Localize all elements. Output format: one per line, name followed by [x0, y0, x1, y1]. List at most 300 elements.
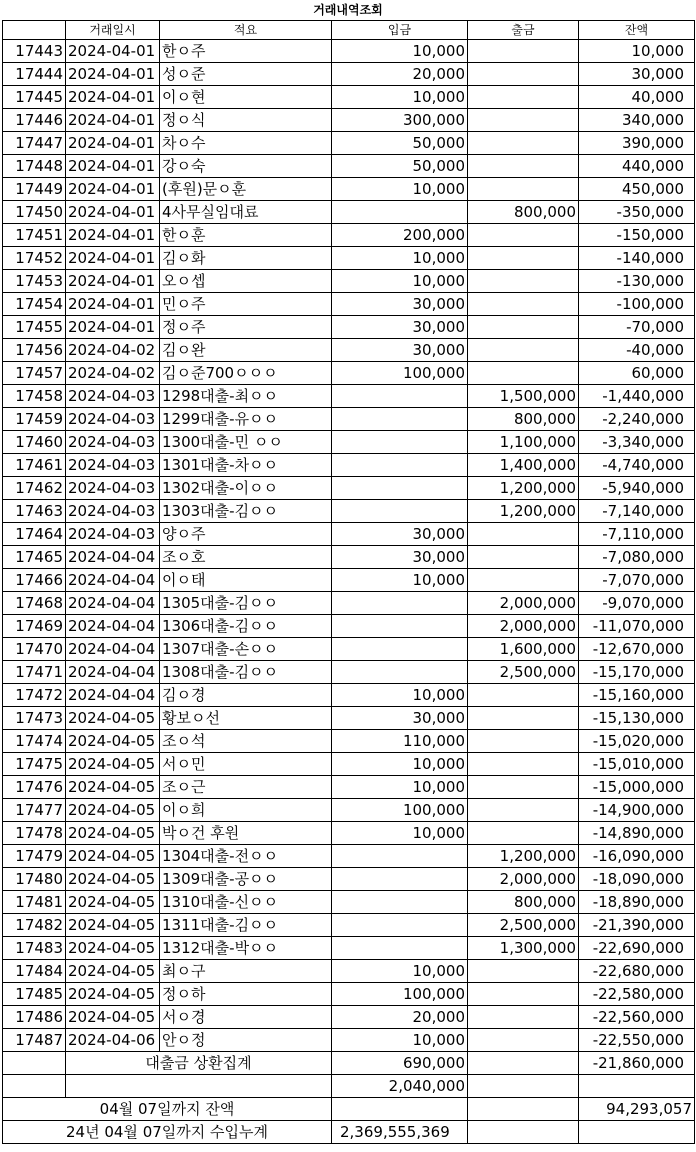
row-date: 2024-04-02 [66, 339, 160, 362]
row-date: 2024-04-06 [66, 1029, 160, 1052]
row-date: 2024-04-05 [66, 1006, 160, 1029]
subtotal-withdraw-cell [468, 1075, 579, 1098]
row-number: 17454 [3, 293, 66, 316]
row-withdrawal [468, 247, 579, 270]
row-balance: -14,890,000 [579, 822, 695, 845]
row-number: 17465 [3, 546, 66, 569]
row-deposit: 10,000 [332, 86, 468, 109]
row-date: 2024-04-01 [66, 293, 160, 316]
row-withdrawal [468, 730, 579, 753]
subtotal-deposit: 2,040,000 [332, 1075, 468, 1098]
row-withdrawal [468, 86, 579, 109]
row-balance: -1,440,000 [579, 385, 695, 408]
row-withdrawal [468, 523, 579, 546]
row-balance: -5,940,000 [579, 477, 695, 500]
row-description: 1307대출-손ㅇㅇ [160, 638, 332, 661]
table-row [3, 891, 695, 914]
row-description: 1305대출-김ㅇㅇ [160, 592, 332, 615]
row-deposit: 10,000 [332, 247, 468, 270]
row-number: 17487 [3, 1029, 66, 1052]
row-date: 2024-04-05 [66, 799, 160, 822]
table-row [3, 316, 695, 339]
row-date: 2024-04-01 [66, 40, 160, 63]
table-row [3, 546, 695, 569]
row-date: 2024-04-04 [66, 638, 160, 661]
row-balance: 390,000 [579, 132, 695, 155]
row-withdrawal [468, 132, 579, 155]
table-row [3, 1006, 695, 1029]
row-deposit [332, 385, 468, 408]
row-balance: -15,020,000 [579, 730, 695, 753]
row-balance: -22,680,000 [579, 960, 695, 983]
row-description: 서ㅇ경 [160, 1006, 332, 1029]
row-withdrawal [468, 1029, 579, 1052]
row-number: 17462 [3, 477, 66, 500]
table-row [3, 201, 695, 224]
row-number: 17452 [3, 247, 66, 270]
cumulative-income-value: 2,369,555,369 [332, 1121, 468, 1144]
table-row [3, 339, 695, 362]
row-date: 2024-04-04 [66, 684, 160, 707]
row-description: 1310대출-신ㅇㅇ [160, 891, 332, 914]
row-description: 정ㅇ식 [160, 109, 332, 132]
table-row [3, 753, 695, 776]
row-number: 17477 [3, 799, 66, 822]
row-number: 17444 [3, 63, 66, 86]
row-balance: 450,000 [579, 178, 695, 201]
header-row [3, 21, 695, 40]
table-row [3, 638, 695, 661]
table-row [3, 40, 695, 63]
balance-to-date-deposit-cell [332, 1098, 468, 1121]
row-withdrawal [468, 178, 579, 201]
row-description: 4사무실임대료 [160, 201, 332, 224]
subtotal-balance-cell [579, 1075, 695, 1098]
summary-section [3, 1052, 695, 1144]
row-description: 강ㅇ숙 [160, 155, 332, 178]
row-number: 17451 [3, 224, 66, 247]
row-balance: -15,000,000 [579, 776, 695, 799]
row-date: 2024-04-04 [66, 592, 160, 615]
row-date: 2024-04-01 [66, 155, 160, 178]
row-number: 17450 [3, 201, 66, 224]
table-row [3, 63, 695, 86]
row-description: 박ㅇ건 후원 [160, 822, 332, 845]
row-date: 2024-04-04 [66, 569, 160, 592]
row-date: 2024-04-05 [66, 868, 160, 891]
row-balance: -7,070,000 [579, 569, 695, 592]
transaction-table [2, 20, 695, 1144]
table-row [3, 615, 695, 638]
table-row [3, 914, 695, 937]
row-description: (후원)문ㅇ훈 [160, 178, 332, 201]
repayment-summary-row [3, 1052, 695, 1075]
table-row [3, 523, 695, 546]
row-withdrawal [468, 822, 579, 845]
row-description: 1301대출-차ㅇㅇ [160, 454, 332, 477]
row-withdrawal [468, 339, 579, 362]
row-date: 2024-04-04 [66, 661, 160, 684]
row-number: 17484 [3, 960, 66, 983]
row-balance: -7,080,000 [579, 546, 695, 569]
header-description: 적요 [160, 21, 332, 40]
table-row [3, 592, 695, 615]
row-withdrawal: 800,000 [468, 891, 579, 914]
row-description: 1311대출-김ㅇㅇ [160, 914, 332, 937]
row-deposit [332, 661, 468, 684]
row-balance: -15,130,000 [579, 707, 695, 730]
row-description: 1306대출-김ㅇㅇ [160, 615, 332, 638]
row-balance: -9,070,000 [579, 592, 695, 615]
row-date: 2024-04-05 [66, 753, 160, 776]
row-number: 17457 [3, 362, 66, 385]
row-date: 2024-04-05 [66, 891, 160, 914]
row-description: 1302대출-이ㅇㅇ [160, 477, 332, 500]
row-date: 2024-04-01 [66, 270, 160, 293]
row-date: 2024-04-01 [66, 178, 160, 201]
row-withdrawal [468, 684, 579, 707]
row-number: 17447 [3, 132, 66, 155]
cumulative-income-row [3, 1121, 695, 1144]
row-date: 2024-04-02 [66, 362, 160, 385]
row-deposit: 10,000 [332, 40, 468, 63]
table-row [3, 799, 695, 822]
row-number: 17471 [3, 661, 66, 684]
row-withdrawal [468, 224, 579, 247]
row-number: 17479 [3, 845, 66, 868]
row-description: 김ㅇ경 [160, 684, 332, 707]
row-description: 정ㅇ주 [160, 316, 332, 339]
row-deposit [332, 592, 468, 615]
row-date: 2024-04-05 [66, 914, 160, 937]
row-number: 17448 [3, 155, 66, 178]
row-date: 2024-04-01 [66, 247, 160, 270]
subtotal-row [3, 1075, 695, 1098]
row-number: 17472 [3, 684, 66, 707]
row-number: 17470 [3, 638, 66, 661]
row-date: 2024-04-01 [66, 316, 160, 339]
row-deposit: 30,000 [332, 316, 468, 339]
row-balance: 60,000 [579, 362, 695, 385]
row-deposit: 10,000 [332, 776, 468, 799]
repayment-withdraw-cell [468, 1052, 579, 1075]
table-row [3, 247, 695, 270]
row-balance: -350,000 [579, 201, 695, 224]
row-date: 2024-04-03 [66, 385, 160, 408]
row-deposit [332, 615, 468, 638]
row-withdrawal: 800,000 [468, 201, 579, 224]
row-description: 정ㅇ하 [160, 983, 332, 1006]
sheet-title: 거래내역조회 [313, 3, 383, 17]
transaction-rows [3, 40, 695, 1052]
row-withdrawal: 2,500,000 [468, 661, 579, 684]
row-number: 17481 [3, 891, 66, 914]
row-withdrawal: 2,000,000 [468, 592, 579, 615]
row-description: 김ㅇ준700ㅇㅇㅇ [160, 362, 332, 385]
row-withdrawal [468, 983, 579, 1006]
row-date: 2024-04-05 [66, 960, 160, 983]
row-date: 2024-04-05 [66, 776, 160, 799]
cumulative-income-withdraw-cell [468, 1121, 579, 1144]
row-description: 1298대출-최ㅇㅇ [160, 385, 332, 408]
table-row [3, 86, 695, 109]
table-row [3, 132, 695, 155]
row-withdrawal [468, 960, 579, 983]
table-row [3, 293, 695, 316]
row-balance: -12,670,000 [579, 638, 695, 661]
row-balance: -21,390,000 [579, 914, 695, 937]
row-balance: -7,140,000 [579, 500, 695, 523]
row-balance: -15,010,000 [579, 753, 695, 776]
row-withdrawal: 2,000,000 [468, 615, 579, 638]
row-number: 17460 [3, 431, 66, 454]
row-number: 17449 [3, 178, 66, 201]
row-balance: -100,000 [579, 293, 695, 316]
table-row [3, 109, 695, 132]
row-balance: 40,000 [579, 86, 695, 109]
row-number: 17482 [3, 914, 66, 937]
row-date: 2024-04-03 [66, 523, 160, 546]
row-withdrawal: 1,400,000 [468, 454, 579, 477]
table-row [3, 960, 695, 983]
table-row [3, 362, 695, 385]
table-row [3, 822, 695, 845]
table-row [3, 661, 695, 684]
table-row [3, 178, 695, 201]
subtotal-label-cell [66, 1075, 332, 1098]
row-description: 한ㅇ주 [160, 40, 332, 63]
row-withdrawal: 1,200,000 [468, 845, 579, 868]
row-number: 17476 [3, 776, 66, 799]
row-balance: -11,070,000 [579, 615, 695, 638]
row-withdrawal [468, 707, 579, 730]
row-number: 17485 [3, 983, 66, 1006]
table-row [3, 477, 695, 500]
row-withdrawal [468, 40, 579, 63]
row-date: 2024-04-01 [66, 201, 160, 224]
row-description: 성ㅇ준 [160, 63, 332, 86]
row-balance: -18,090,000 [579, 868, 695, 891]
row-withdrawal [468, 799, 579, 822]
row-withdrawal [468, 569, 579, 592]
row-description: 1312대출-박ㅇㅇ [160, 937, 332, 960]
row-deposit: 50,000 [332, 155, 468, 178]
row-balance: -3,340,000 [579, 431, 695, 454]
row-deposit [332, 500, 468, 523]
row-number: 17463 [3, 500, 66, 523]
table-row [3, 500, 695, 523]
row-balance: -130,000 [579, 270, 695, 293]
table-row [3, 776, 695, 799]
row-balance: 30,000 [579, 63, 695, 86]
row-description: 조ㅇ석 [160, 730, 332, 753]
row-number: 17464 [3, 523, 66, 546]
table-row [3, 270, 695, 293]
header-deposit: 입금 [332, 21, 468, 40]
row-date: 2024-04-05 [66, 707, 160, 730]
table-row [3, 155, 695, 178]
row-date: 2024-04-05 [66, 730, 160, 753]
row-deposit: 30,000 [332, 339, 468, 362]
row-description: 1308대출-김ㅇㅇ [160, 661, 332, 684]
row-deposit: 20,000 [332, 1006, 468, 1029]
row-date: 2024-04-03 [66, 454, 160, 477]
row-date: 2024-04-03 [66, 431, 160, 454]
row-description: 이ㅇ현 [160, 86, 332, 109]
row-number: 17446 [3, 109, 66, 132]
row-date: 2024-04-03 [66, 408, 160, 431]
row-deposit: 300,000 [332, 109, 468, 132]
row-deposit: 30,000 [332, 546, 468, 569]
row-description: 오ㅇ셉 [160, 270, 332, 293]
table-row [3, 937, 695, 960]
row-date: 2024-04-01 [66, 224, 160, 247]
row-number: 17483 [3, 937, 66, 960]
row-description: 1304대출-전ㅇㅇ [160, 845, 332, 868]
row-deposit: 10,000 [332, 960, 468, 983]
row-deposit: 50,000 [332, 132, 468, 155]
row-description: 1299대출-유ㅇㅇ [160, 408, 332, 431]
row-deposit [332, 638, 468, 661]
table-row [3, 983, 695, 1006]
row-description: 양ㅇ주 [160, 523, 332, 546]
repayment-label: 대출금 상환집계 [66, 1052, 332, 1075]
row-number: 17458 [3, 385, 66, 408]
row-deposit: 10,000 [332, 569, 468, 592]
row-balance: -15,160,000 [579, 684, 695, 707]
row-deposit: 10,000 [332, 684, 468, 707]
row-deposit [332, 937, 468, 960]
row-withdrawal: 800,000 [468, 408, 579, 431]
row-description: 1303대출-김ㅇㅇ [160, 500, 332, 523]
row-date: 2024-04-05 [66, 937, 160, 960]
transaction-sheet [2, 0, 694, 1144]
row-deposit [332, 845, 468, 868]
row-withdrawal [468, 270, 579, 293]
row-number: 17480 [3, 868, 66, 891]
row-withdrawal [468, 155, 579, 178]
row-description: 차ㅇ수 [160, 132, 332, 155]
row-balance: -22,690,000 [579, 937, 695, 960]
row-withdrawal: 2,500,000 [468, 914, 579, 937]
table-row [3, 684, 695, 707]
row-deposit: 100,000 [332, 983, 468, 1006]
header-date: 거래일시 [66, 21, 160, 40]
row-balance: -22,550,000 [579, 1029, 695, 1052]
row-deposit [332, 891, 468, 914]
row-deposit: 110,000 [332, 730, 468, 753]
table-row [3, 845, 695, 868]
row-number: 17478 [3, 822, 66, 845]
row-deposit: 30,000 [332, 523, 468, 546]
row-deposit [332, 454, 468, 477]
row-description: 서ㅇ민 [160, 753, 332, 776]
row-description: 김ㅇ화 [160, 247, 332, 270]
row-deposit: 30,000 [332, 707, 468, 730]
cumulative-income-label: 24년 04월 07일까지 수입누계 [3, 1121, 332, 1144]
row-date: 2024-04-04 [66, 546, 160, 569]
row-deposit: 10,000 [332, 178, 468, 201]
row-description: 1309대출-공ㅇㅇ [160, 868, 332, 891]
row-deposit: 100,000 [332, 362, 468, 385]
row-date: 2024-04-01 [66, 109, 160, 132]
cumulative-income-balance-cell [579, 1121, 695, 1144]
row-number: 17455 [3, 316, 66, 339]
row-description: 최ㅇ구 [160, 960, 332, 983]
table-row [3, 1029, 695, 1052]
row-number: 17469 [3, 615, 66, 638]
row-description: 민ㅇ주 [160, 293, 332, 316]
row-number: 17468 [3, 592, 66, 615]
row-balance: -14,900,000 [579, 799, 695, 822]
row-deposit: 30,000 [332, 293, 468, 316]
row-withdrawal: 1,500,000 [468, 385, 579, 408]
repayment-deposit: 690,000 [332, 1052, 468, 1075]
row-balance: -15,170,000 [579, 661, 695, 684]
row-number: 17443 [3, 40, 66, 63]
row-balance: -18,890,000 [579, 891, 695, 914]
row-deposit: 20,000 [332, 63, 468, 86]
row-date: 2024-04-05 [66, 822, 160, 845]
row-number: 17456 [3, 339, 66, 362]
row-balance: -7,110,000 [579, 523, 695, 546]
row-balance: 340,000 [579, 109, 695, 132]
table-row [3, 569, 695, 592]
table-row [3, 454, 695, 477]
row-withdrawal: 1,300,000 [468, 937, 579, 960]
row-description: 1300대출-민 ㅇㅇ [160, 431, 332, 454]
row-withdrawal [468, 293, 579, 316]
row-deposit: 200,000 [332, 224, 468, 247]
row-date: 2024-04-04 [66, 615, 160, 638]
row-description: 황보ㅇ선 [160, 707, 332, 730]
row-number: 17475 [3, 753, 66, 776]
row-deposit: 10,000 [332, 270, 468, 293]
row-number: 17473 [3, 707, 66, 730]
row-description: 한ㅇ훈 [160, 224, 332, 247]
subtotal-no-cell [3, 1075, 66, 1098]
table-row [3, 730, 695, 753]
row-date: 2024-04-03 [66, 477, 160, 500]
row-balance: -70,000 [579, 316, 695, 339]
row-number: 17486 [3, 1006, 66, 1029]
row-deposit [332, 431, 468, 454]
row-date: 2024-04-05 [66, 845, 160, 868]
balance-to-date-row [3, 1098, 695, 1121]
row-balance: -22,560,000 [579, 1006, 695, 1029]
balance-to-date-value: 94,293,057 [579, 1098, 695, 1121]
header-balance: 잔액 [579, 21, 695, 40]
row-deposit: 10,000 [332, 822, 468, 845]
row-date: 2024-04-01 [66, 86, 160, 109]
table-row [3, 868, 695, 891]
row-deposit: 10,000 [332, 1029, 468, 1052]
row-balance: 440,000 [579, 155, 695, 178]
row-deposit: 10,000 [332, 753, 468, 776]
row-withdrawal [468, 546, 579, 569]
table-row [3, 431, 695, 454]
row-withdrawal: 1,200,000 [468, 500, 579, 523]
row-withdrawal [468, 1006, 579, 1029]
row-description: 김ㅇ완 [160, 339, 332, 362]
row-withdrawal: 1,100,000 [468, 431, 579, 454]
row-balance: -4,740,000 [579, 454, 695, 477]
row-balance: -2,240,000 [579, 408, 695, 431]
row-date: 2024-04-03 [66, 500, 160, 523]
table-row [3, 707, 695, 730]
table-row [3, 385, 695, 408]
row-withdrawal [468, 362, 579, 385]
